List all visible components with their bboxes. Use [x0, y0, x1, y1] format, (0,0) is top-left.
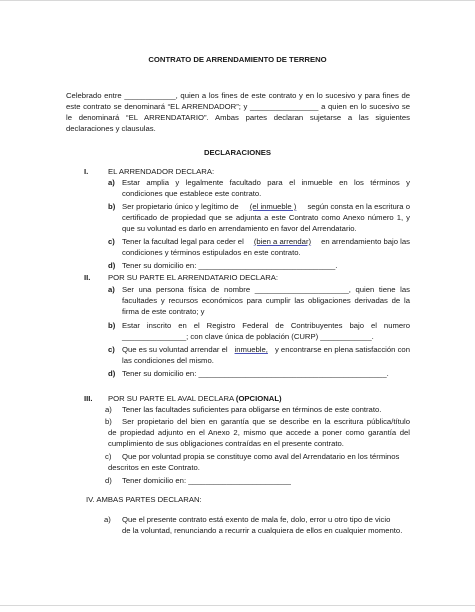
- s2-a-line-1: Ser una persona física de nombre ______________________, quien tiene las: [122, 285, 410, 294]
- s3-c-letter: c): [105, 452, 112, 461]
- section-1-number: I.: [84, 167, 89, 176]
- s1-c-pre: Tener la facultad legal para ceder el: [122, 237, 244, 246]
- s1-c-line-2: condiciones y términos estipulados en este contrato.: [122, 248, 301, 257]
- intro-line-3: le denominará “EL ARRENDATARIO”. Ambas partes declaran sujetarse a las siguientes: [66, 113, 410, 122]
- s3-a-line-1: Tener las facultades suficientes para obligarse en términos de este contrato.: [122, 405, 382, 414]
- s3-b-line-3: cumplimiento de sus obligaciones contraídas en el presente contrato.: [108, 439, 344, 448]
- section-2-number: II.: [84, 273, 91, 282]
- s1-b-pre: Ser propietario único y legítimo de: [122, 202, 239, 211]
- section-2-title: POR SU PARTE EL ARRENDATARIO DECLARA:: [108, 273, 279, 282]
- s2-b-letter: b): [108, 321, 116, 330]
- s2-c-post: y encontrarse en plena satisfacción con: [274, 345, 410, 354]
- s1-b-line-3: que su voluntad es darlo en arrendamiento en favor del Arrendatario.: [122, 224, 357, 233]
- s1-c-line-1: [122, 237, 410, 247]
- bottom-divider: [0, 605, 475, 606]
- s1-c-link: (bien a arrendar): [253, 237, 312, 246]
- s1-b-post: según consta en la escritura o: [307, 202, 410, 211]
- s3-c-line-1: Que por voluntad propia se constituye como aval del Arrendatario en los términos: [122, 452, 400, 461]
- s2-b-line-2: _______________; con clave única de población (CURP) ____________.: [122, 332, 374, 341]
- s2-b-line-1: Estar inscrito en el Registro Federal de Contribuyentes bajo el numero: [122, 321, 410, 330]
- s3-d-letter: d): [105, 476, 112, 485]
- s1-a-line-1: Estar amplia y legalmente facultado para el inmueble en los términos y: [122, 178, 410, 187]
- s2-d-line-1: Tener su domicilio en: ____________________________________________.: [122, 369, 389, 378]
- top-divider: [0, 0, 475, 1]
- s2-c-link: inmueble,: [234, 345, 268, 354]
- s3-a-letter: a): [105, 405, 112, 414]
- s2-c-letter: c): [108, 345, 115, 354]
- s1-c-post: en arrendamiento bajo las: [321, 237, 410, 246]
- section-3-title: [108, 394, 282, 404]
- section-3-title-text: POR SU PARTE EL AVAL DECLARA: [108, 394, 236, 403]
- s1-d-line-1: Tener su domicilio en: ________________________________.: [122, 261, 338, 270]
- s2-c-line-2: las condiciones del mismo.: [122, 356, 214, 365]
- declaraciones-heading: DECLARACIONES: [203, 148, 272, 157]
- s2-a-line-3: firma de este contrato; y: [122, 307, 205, 316]
- section-4-title: IV. AMBAS PARTES DECLARAN:: [86, 495, 202, 504]
- s1-d-letter: d): [108, 261, 116, 270]
- s1-a-letter: a): [108, 178, 115, 187]
- s2-c-pre: Que es su voluntad arrendar el: [122, 345, 228, 354]
- s2-a-letter: a): [108, 285, 115, 294]
- s4-a-line-1: Que el presente contrato está exento de mala fe, dolo, error u otro tipo de vicio: [122, 515, 391, 524]
- section-1-title: EL ARRENDADOR DECLARA:: [108, 167, 215, 176]
- intro-line-4: declaraciones y clausulas.: [66, 124, 156, 133]
- section-3-number: III.: [84, 394, 93, 403]
- s3-b-letter: b): [105, 417, 112, 426]
- s2-c-line-1: [122, 345, 410, 355]
- s1-b-line-2: certificado de propiedad que se adjunta a este Contrato como Anexo número 1, y: [122, 213, 410, 222]
- s2-a-line-2: facultades y recursos económicos para cumplir las obligaciones derivadas de la: [122, 296, 410, 305]
- intro-line-1: Celebrado entre ____________, quien a los fines de este contrato y en lo sucesivo y para fines de: [66, 91, 410, 100]
- s3-c-line-2: descritos en este Contrato.: [108, 463, 200, 472]
- section-3-optional-tag: (OPCIONAL): [235, 394, 282, 403]
- intro-line-2: este contrato se denominará “EL ARRENDADOR”; y ________________ a quien en lo sucesivo se: [66, 102, 410, 111]
- s3-d-line-1: Tener domicilio en: ________________________: [122, 476, 291, 485]
- s1-b-letter: b): [108, 202, 116, 211]
- s1-b-link: (el inmueble ): [249, 202, 297, 211]
- s1-a-line-2: condiciones que establece este contrato.: [122, 189, 262, 198]
- s1-c-letter: c): [108, 237, 115, 246]
- document-title: CONTRATO DE ARRENDAMIENTO DE TERRENO: [148, 55, 327, 64]
- s4-a-line-2: de la voluntad, renunciando a recurrir a cualquiera de ellos en cualquier momento.: [122, 526, 403, 535]
- s3-b-line-1: Ser propietario del bien en garantía que se describe en la escritura pública/título: [122, 417, 410, 426]
- s4-a-letter: a): [104, 515, 111, 524]
- s2-d-letter: d): [108, 369, 116, 378]
- s3-b-line-2: de propiedad adjunto en el Anexo 2, mismo que accede a poner como garantía del: [108, 428, 410, 437]
- s1-b-line-1: [122, 202, 410, 212]
